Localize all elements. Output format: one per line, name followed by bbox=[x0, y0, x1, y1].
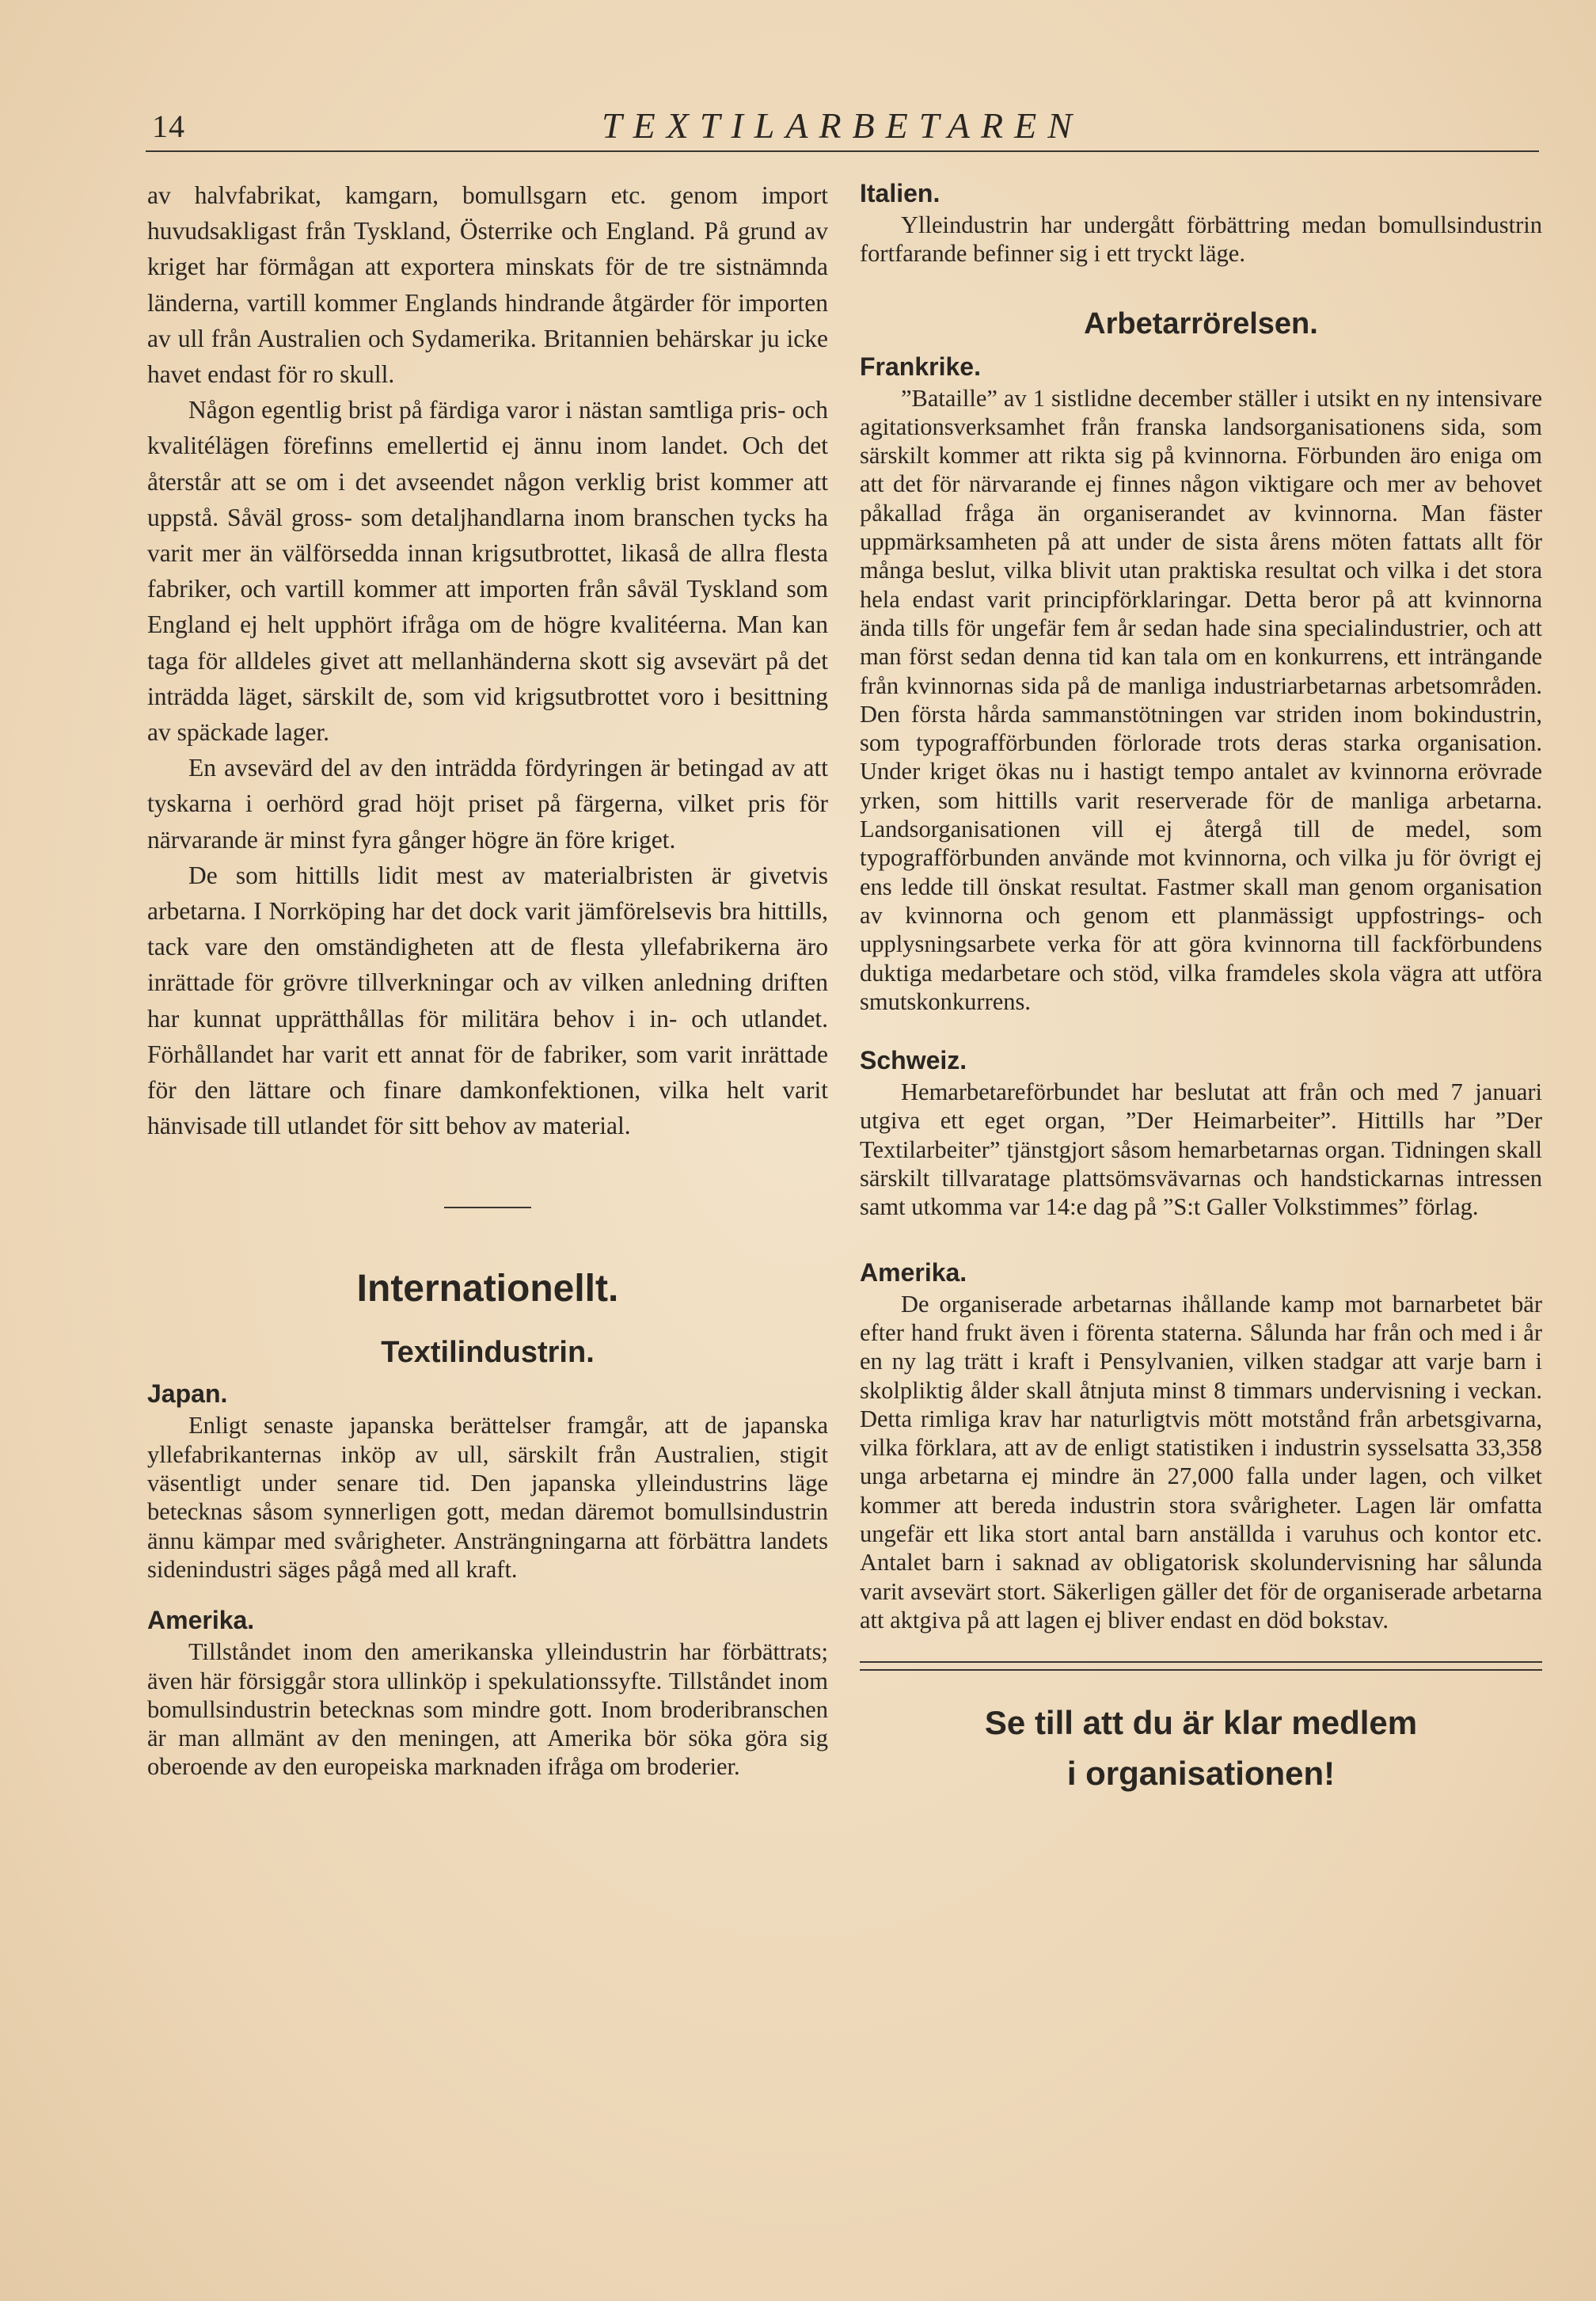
left-column bbox=[147, 177, 828, 1782]
country-heading-amerika: Amerika. bbox=[147, 1606, 255, 1635]
masthead: TEXTILARBETAREN bbox=[602, 105, 1083, 146]
amerika-labor-paragraph: De organiserade arbetarnas ihållande kamp mot barnarbetet bär efter hand frukt även i förenta staterna. Sålunda har från och med i år en ny lag trätt i kraft i Pensylvanien, vilken stadgar att varje barn i skolpliktig ålder skall åtnjuta minst 8 timmars undervisning i veckan. Detta rimliga krav har naturligtvis mött motstånd från arbetsgivarna, vilka förklara, att av de enligt statistiken i industrin sysselsatta 33,358 unga arbetarna ej mindre än 27,000 falla under lagen, och vilket kommer att bereda industrin stora svårigheter. Lagen lär omfatta ungefär ett lika stort antal barn anställda i varuhus och kontor etc. Antalet barn i saknad av obligatorisk skolundervisning har sålunda varit avsevärt stort. Säkerligen gäller det för de organiserade arbetarna att aktgiva på att lagen ej bliver endast en död bokstav. bbox=[860, 1290, 1542, 1634]
article-paragraph: De som hittills lidit mest av materialbristen är givetvis arbetarna. I Norrköping har det dock varit jämförelsevis bra hittills, tack vare den omständigheten att de flesta yllefabrikerna äro inrättade för grövre tillverkningar och av vilken anledning driften har kunnat upprätthållas för militära behov i in- och utlandet. Förhållandet har varit ett annat för de fabriker, som varit inrättade för den lättare och finare damkonfektionen, vilka helt varit hänvisade till utlandet för sitt behov av material. bbox=[147, 861, 828, 1140]
double-rule-divider bbox=[860, 1661, 1542, 1671]
article-paragraph: En avsevärd del av den inträdda fördyringen är betingad av att tyskarna i oerhörd grad höjt priset på färgerna, vilket pris för närvarande är minst fyra gånger högre än före kriget. bbox=[147, 754, 828, 854]
section-divider bbox=[444, 1207, 531, 1208]
slogan-line-2: i organisationen! bbox=[1066, 1755, 1336, 1793]
article-paragraph: Någon egentlig brist på färdiga varor i nästan samtliga pris- och kvalitélägen förefinns emellertid ej ännu inom landet. Och det återstår att se om i det avseendet någon verklig brist kommer att uppstå. Såväl gross- som detaljhandlarna inom branschen tycks ha varit mer än välförsedda innan krigsutbrottet, likaså de allra flesta fabriker, och vartill kommer att importen från såväl Tyskland som England ej helt upphört ifråga om de högre kvalitéerna. Man kan taga för alldeles givet att mellanhänderna skott sig avsevärt på det inträdda läget, särskilt de, som vid krigsutbrottet voro i besittning av späckade lager. bbox=[147, 396, 828, 747]
labor-movement-title: Arbetarrörelsen. bbox=[1084, 306, 1318, 340]
japan-paragraph: Enligt senaste japanska berättelser framgår, att de japanska yllefabrikanternas inköp av ull, särskilt från Australien, stigit väsentligt under senare tid. Den japanska ylleindustrins läge betecknas såsom synnerligen gott, medan däremot bomullsindustrin ännu kämpar med svårigheter. Ansträngningarna att förbättra landets sidenindustri säges pågå med all kraft. bbox=[147, 1412, 828, 1583]
italien-paragraph: Ylleindustrin har undergått förbättring medan bomullsindustrin fortfarande befinner sig i ett tryckt läge. bbox=[860, 211, 1542, 268]
textile-industry-title: Textilindustrin. bbox=[381, 1336, 595, 1370]
amerika-textile-paragraph: Tillståndet inom den amerikanska ylleindustrin har förbättrats; även här försiggår stora ullinköp i spekulationssyfte. Tillståndet inom bomullsindustrin betecknas som mindre gott. Inom broderibranschen är man allmänt av den meningen, att Amerika bör söka göra sig oberoende av den europeiska marknaden ifråga om broderier. bbox=[147, 1638, 828, 1781]
article-paragraph: av halvfabrikat, kamgarn, bomullsgarn etc. genom import huvudsakligast från Tyskland, Österrike och England. På grund av kriget har förmågan att exportera minskats för de tre sistnämnda länderna, vartill kommer Englands hindrande åtgärder för importen av ull från Australien och Sydamerika. Britannien behärskar ju icke havet endast för ro skull. bbox=[147, 181, 828, 389]
international-title: Internationellt. bbox=[356, 1268, 619, 1310]
slogan-line-1: Se till att du är klar medlem bbox=[984, 1704, 1418, 1742]
page-header bbox=[146, 103, 1539, 152]
schweiz-paragraph: Hemarbetareförbundet har beslutat att från och med 7 januari utgiva ett eget organ, ”Der Heimarbeiter”. Hittills har ”Der Textilarbeiter” tjänstgjort såsom hemarbetarnas organ. Tidningen skall särskilt tillvaratage plattsömsvävarnas och handstickarnas intressen samt utkomma var 14:e dag på ”S:t Galler Volkstimmes” förlag. bbox=[860, 1078, 1542, 1221]
right-column bbox=[860, 177, 1542, 1799]
country-heading-frankrike: Frankrike. bbox=[860, 352, 981, 381]
country-heading-amerika-labor: Amerika. bbox=[860, 1257, 967, 1287]
country-heading-schweiz: Schweiz. bbox=[860, 1046, 967, 1075]
frankrike-paragraph: ”Bataille” av 1 sistlidne december ställer i utsikt en ny intensivare agitationsverksamhet från franska landsorganisationens sida, som särskilt kommer att rikta sig på kvinnorna. Förbunden äro eniga om att det för närvarande ej finnes någon viktigare och mer av behovet påkallad fråga än organiserandet av kvinnorna. Man fäster uppmärksamheten på att under de sista årens möten fattats allt för många beslut, vilka blivit utan praktiska resultat och vilka i det stora hela endast varit principförklaringar. Detta beror på att kvinnorna ända tills för ungefär fem år sedan hade sina specialindustrier, och att man först sedan denna tid kan tala om en konkurrens, ett inträngande från kvinnornas sida på de manliga industriarbetarnas arbetsområden. Den första hårda sammanstötningen var striden inom bokindustrin, som typografförbunden förlorade trots deras starka organisation. Under kriget ökas nu i hastigt tempo antalet av kvinnorna erövrade yrken, som hittills varit reserverade för de manliga arbetarna. Landsorganisationen vill ej återgå till de medel, som typografförbunden använde mot kvinnorna, och vilka ju för övrigt ej ens ledde till önskat resultat. Fastmer skall man genom organisation av kvinnorna och genom ett planmässigt uppfostrings- och upplysningsarbete verka för att göra kvinnorna till fackförbundens duktiga medarbetare och stöd, vilka framdeles skola vägra att utföra smutskonkurrens. bbox=[860, 384, 1542, 1015]
page-number: 14 bbox=[152, 108, 185, 144]
country-heading-italien: Italien. bbox=[860, 179, 940, 207]
country-heading-japan: Japan. bbox=[147, 1379, 228, 1409]
